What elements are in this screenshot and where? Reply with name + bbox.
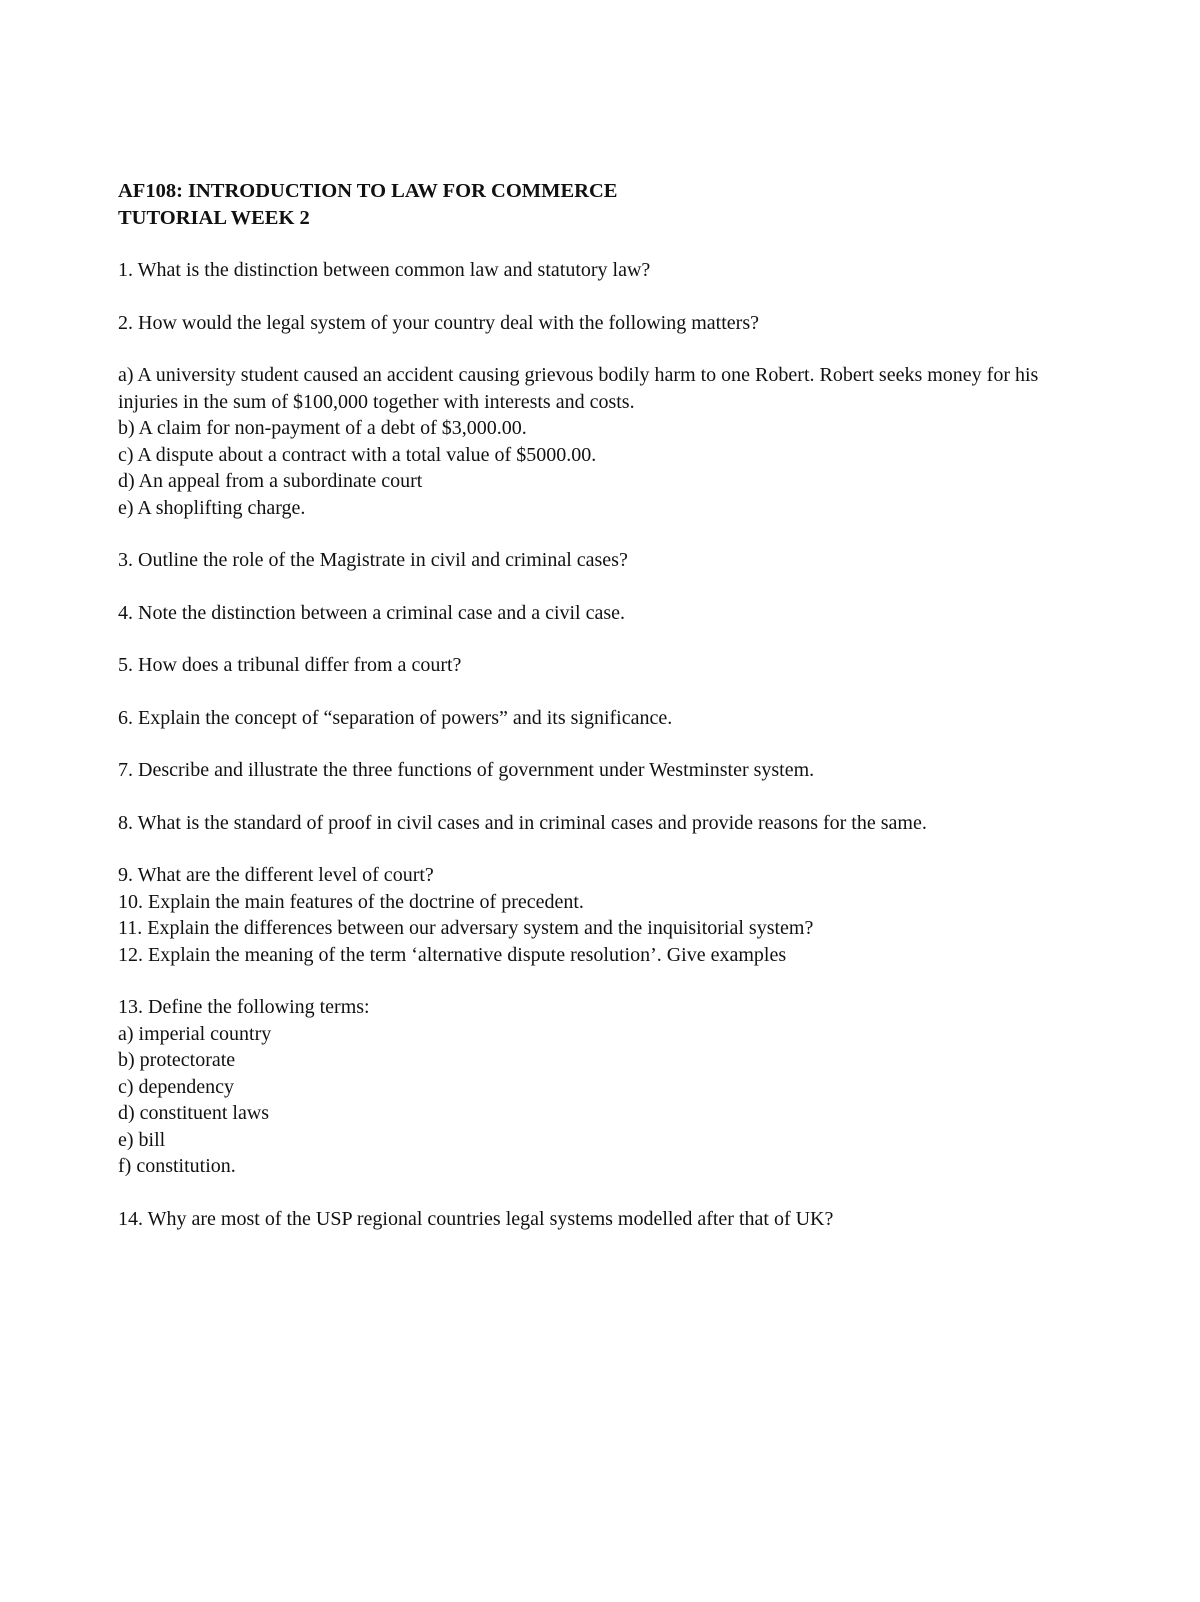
question-4: 4. Note the distinction between a criminal case and a civil case.: [118, 601, 626, 624]
question-5: 5. How does a tribunal differ from a court?: [118, 654, 462, 676]
question-2e: e) A shoplifting charge.: [118, 496, 306, 519]
question-2d: d) An appeal from a subordinate court: [118, 470, 423, 492]
spacer: [118, 784, 1118, 810]
question-7: 7. Describe and illustrate the three functions of government under Westminster system.: [118, 759, 815, 781]
spacer: [118, 574, 1118, 600]
question-9: 9. What are the different level of court?: [118, 864, 434, 886]
spacer: [118, 968, 1118, 994]
question-11: 11. Explain the differences between our adversary system and the inquisitorial system?: [118, 917, 814, 939]
question-8: 8. What is the standard of proof in civil cases and in criminal cases and provide reasons for the same.: [118, 811, 927, 834]
question-6: 6. Explain the concept of “separation of powers” and its significance.: [118, 706, 673, 729]
question-2: 2. How would the legal system of your country deal with the following matters?: [118, 311, 759, 334]
question-2c: c) A dispute about a contract with a total value of $5000.00.: [118, 443, 597, 466]
question-13b: b) protectorate: [118, 1049, 236, 1071]
question-13f: f) constitution.: [118, 1155, 236, 1177]
question-13e: e) bill: [118, 1128, 166, 1151]
document-page: [118, 178, 1118, 1232]
question-2b: b) A claim for non-payment of a debt of $3,000.00.: [118, 417, 527, 439]
question-13: 13. Define the following terms:: [118, 996, 370, 1018]
question-1: 1. What is the distinction between common law and statutory law?: [118, 259, 651, 281]
course-title: AF108: INTRODUCTION TO LAW FOR COMMERCE: [118, 180, 618, 202]
spacer: [118, 679, 1118, 705]
spacer: [118, 836, 1118, 862]
spacer: [118, 284, 1118, 310]
spacer: [118, 626, 1118, 652]
spacer: [118, 521, 1118, 547]
question-14: 14. Why are most of the USP regional countries legal systems modelled after that of UK?: [118, 1207, 834, 1230]
question-3: 3. Outline the role of the Magistrate in civil and criminal cases?: [118, 549, 628, 571]
question-2a: a) A university student caused an accident causing grievous bodily harm to one Robert. Robert seeks money for his injuries in the sum of $100,000 together with interests and costs.: [118, 364, 1039, 413]
question-13a: a) imperial country: [118, 1022, 272, 1045]
spacer: [118, 731, 1118, 757]
question-13c: c) dependency: [118, 1075, 235, 1098]
question-10: 10. Explain the main features of the doctrine of precedent.: [118, 890, 584, 913]
question-12: 12. Explain the meaning of the term ‘alternative dispute resolution’. Give examples: [118, 943, 787, 966]
spacer: [118, 231, 1118, 257]
spacer: [118, 336, 1118, 362]
question-13d: d) constituent laws: [118, 1102, 270, 1124]
tutorial-title: TUTORIAL WEEK 2: [118, 206, 310, 229]
spacer: [118, 1180, 1118, 1206]
